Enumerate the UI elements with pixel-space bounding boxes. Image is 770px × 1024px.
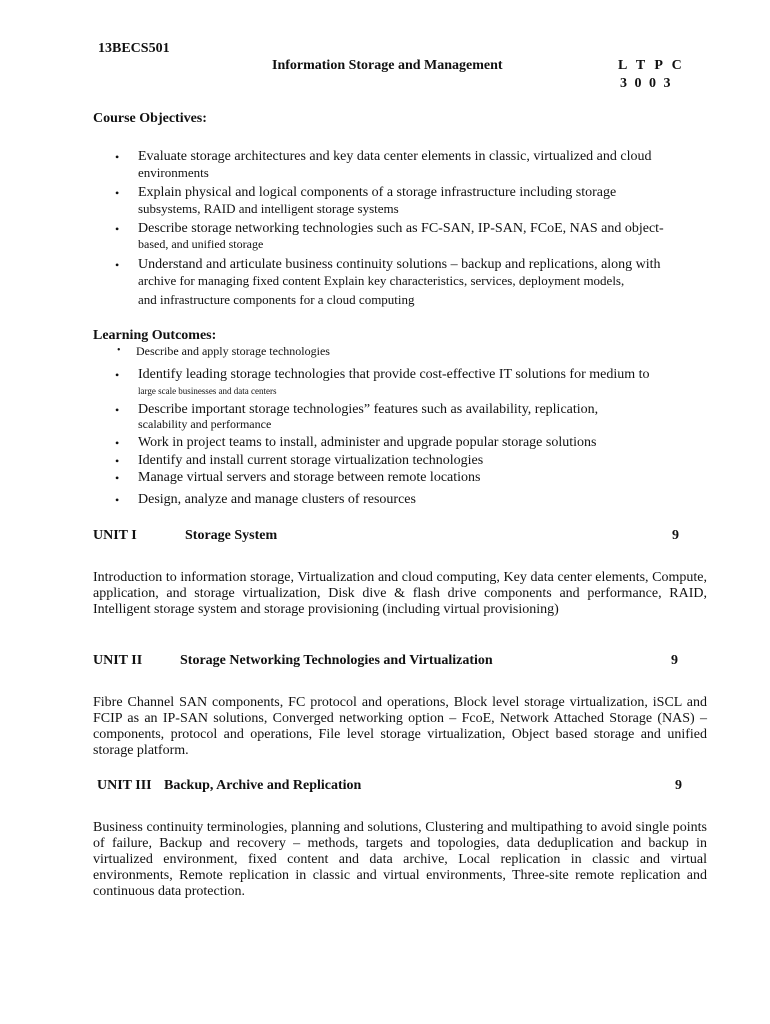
list-item-line: Describe and apply storage technologies: [136, 344, 330, 358]
unit-title: Backup, Archive and Replication: [164, 778, 362, 793]
list-item-line: Describe important storage technologies” features such as availability, replication,: [138, 402, 599, 417]
unit-label: UNIT II: [93, 653, 143, 668]
list-item-line: Identify leading storage technologies that provide cost-effective IT solutions for medium to: [138, 367, 650, 382]
list-item-line: large scale businesses and data centers: [138, 386, 277, 396]
unit-label: UNIT I: [93, 528, 137, 543]
bullet-icon: •: [115, 493, 120, 507]
unit-title: Storage Networking Technologies and Virtualization: [180, 653, 493, 668]
unit-hours: 9: [672, 528, 679, 543]
bullet-icon: •: [115, 258, 120, 272]
list-item-line: environments: [138, 165, 209, 180]
course-title: Information Storage and Management: [272, 58, 503, 73]
bullet-icon: •: [115, 150, 120, 164]
course-code: 13BECS501: [98, 41, 170, 56]
unit-body: Introduction to information storage, Virtualization and cloud computing, Key data center elements, Compute, application, and storage virtualization, Disk dive & flash drive components and performance, RAID, Intelligent storage system and storage provisioning (including virtual provisioning): [93, 570, 707, 617]
unit-hours: 9: [671, 653, 678, 668]
list-item-line: Explain physical and logical components of a storage infrastructure including storage: [138, 185, 617, 200]
bullet-icon: •: [115, 222, 120, 236]
list-item-line: Identify and install current storage virtualization technologies: [138, 453, 484, 468]
unit-label: UNIT III: [97, 778, 152, 793]
unit-body: Fibre Channel SAN components, FC protocol and operations, Block level storage virtualization, iSCL and FCIP as an IP-SAN solutions, Converged networking option – FcoE, Network Attached Storage (NAS) – components, protocol and operations, File level storage virtualization, Object based storage and unified storage platform.: [93, 695, 707, 758]
unit-title: Storage System: [185, 528, 278, 543]
list-item-line: scalability and performance: [138, 417, 272, 431]
bullet-icon: •: [115, 403, 120, 417]
bullet-icon: •: [115, 186, 120, 200]
list-item-line: subsystems, RAID and intelligent storage systems: [138, 201, 399, 216]
objectives-heading: Course Objectives:: [93, 111, 207, 126]
bullet-icon: •: [117, 345, 121, 356]
list-item-line: Evaluate storage architectures and key data center elements in classic, virtualized and cloud: [138, 149, 652, 164]
list-item-line: based, and unified storage: [138, 237, 264, 251]
ltpc-values: 3 0 0 3: [620, 76, 671, 91]
unit-body: Business continuity terminologies, planning and solutions, Clustering and multipathing to avoid single points of failure, Backup and recovery – methods, targets and topologies, data deduplication and backup in virtualized environment, fixed content and data archive, Local replication in classic and virtual environments, Remote replication in classic and virtual environments, Three-site remote replication and continuous data protection.: [93, 820, 707, 899]
list-item-line: Design, analyze and manage clusters of resources: [138, 492, 416, 507]
bullet-icon: •: [115, 471, 120, 485]
bullet-icon: •: [115, 436, 120, 450]
list-item-line: Work in project teams to install, administer and upgrade popular storage solutions: [138, 435, 597, 450]
bullet-icon: •: [115, 368, 120, 382]
list-item-line: Describe storage networking technologies such as FC-SAN, IP-SAN, FCoE, NAS and object-: [138, 221, 664, 236]
outcomes-heading: Learning Outcomes:: [93, 328, 217, 343]
ltpc-label: L T P C: [618, 58, 682, 73]
unit-hours: 9: [675, 778, 682, 793]
list-item-line: archive for managing fixed content Explain key characteristics, services, deployment models,: [138, 273, 625, 288]
bullet-icon: •: [115, 454, 120, 468]
list-item-line: Understand and articulate business continuity solutions – backup and replications, along with: [138, 257, 661, 272]
list-item-line: and infrastructure components for a cloud computing: [138, 292, 415, 307]
list-item-line: Manage virtual servers and storage between remote locations: [138, 470, 481, 485]
